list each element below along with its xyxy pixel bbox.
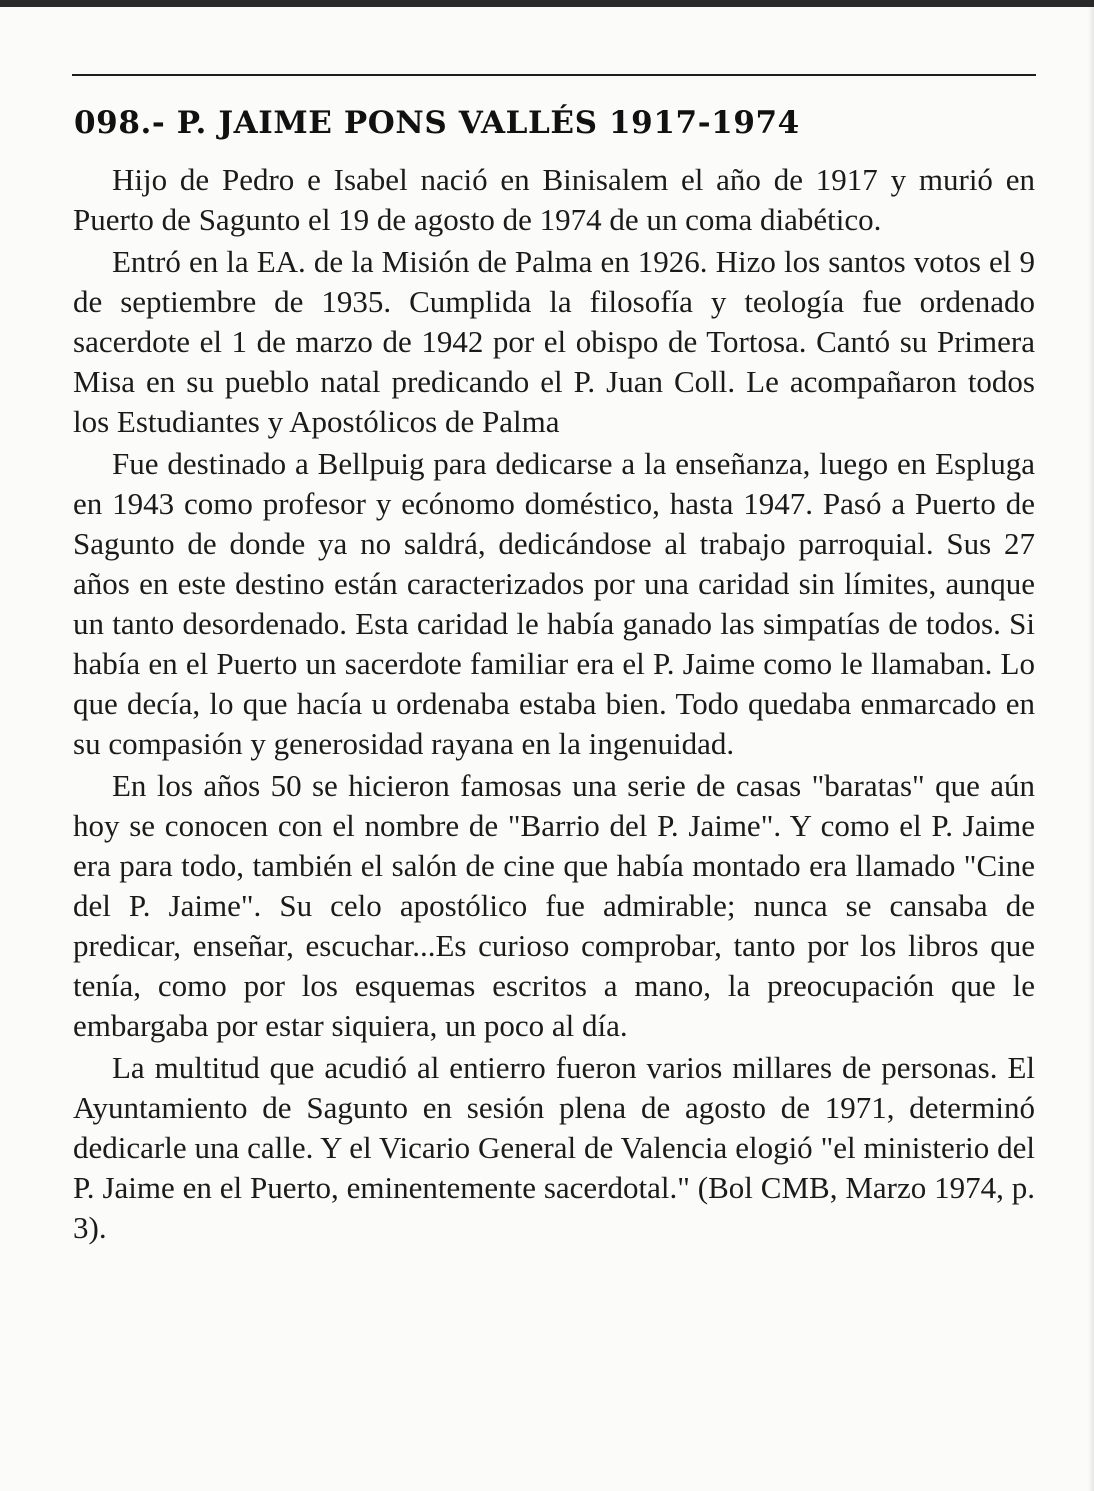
scan-edge-top <box>0 0 1094 7</box>
paragraph-3: Fue destinado a Bellpuig para dedicarse a la enseñanza, luego en Espluga en 1943 como profesor y ecónomo doméstico, hasta 1947. Pasó a Puerto de Sagunto de donde ya no saldrá, dedicándose al trabajo parroquial. Sus 27 años en este destino están caracterizados por una caridad sin límites, aunque un tanto desordenado. Esta caridad le había ganado las simpatías de todos. Si había en el Puerto un sacerdote familiar era el P. Jaime como le llamaban. Lo que decía, lo que hacía u ordenaba estaba bien. Todo quedaba enmarcado en su compasión y generosidad rayana en la ingenuidad. <box>73 446 1035 761</box>
scan-edge-right <box>1088 0 1094 1491</box>
top-horizontal-rule <box>72 74 1036 76</box>
paragraph-4: En los años 50 se hicieron famosas una serie de casas "baratas" que aún hoy se conocen con el nombre de "Barrio del P. Jaime". Y como el P. Jaime era para todo, también el salón de cine que había montado era llamado "Cine del P. Jaime". Su celo apostólico fue admirable; nunca se cansaba de predicar, enseñar, escuchar...Es curioso comprobar, tanto por los libros que tenía, como por los esquemas escritos a mano, la preocupación que le embargaba por estar siquiera, un poco al día. <box>73 768 1035 1043</box>
entry-body <box>73 160 1035 1248</box>
entry-heading: 098.- P. JAIME PONS VALLÉS 1917-1974 <box>74 105 800 141</box>
paragraph-1: Hijo de Pedro e Isabel nació en Binisalem el año de 1917 y murió en Puerto de Sagunto el 19 de agosto de 1974 de un coma diabético. <box>73 162 1035 237</box>
paragraph-2: Entró en la EA. de la Misión de Palma en 1926. Hizo los santos votos el 9 de septiembre de 1935. Cumplida la filosofía y teología fue ordenado sacerdote el 1 de marzo de 1942 por el obispo de Tortosa. Cantó su Primera Misa en su pueblo natal predicando el P. Juan Coll. Le acompañaron todos los Estudiantes y Apostólicos de Palma <box>73 244 1035 439</box>
paragraph-5: La multitud que acudió al entierro fueron varios millares de personas. El Ayuntamiento de Sagunto en sesión plena de agosto de 1971, determinó dedicarle una calle. Y el Vicario General de Valencia elogió "el ministerio del P. Jaime en el Puerto, eminentemente sacerdotal." (Bol CMB, Marzo 1974, p. 3). <box>73 1050 1035 1245</box>
